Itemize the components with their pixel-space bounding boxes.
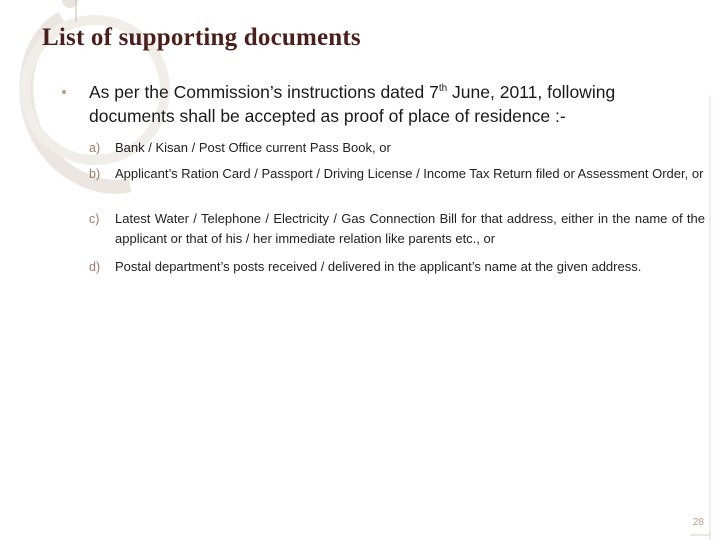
list-item-text: Latest Water / Telephone / Electricity / Gas Connection Bill for that address, either in the name of the applicant or that of his / her immediate relation like parents etc., or <box>115 211 705 246</box>
slide-title: List of supporting documents <box>42 24 361 51</box>
page-number: 28 <box>692 517 704 528</box>
list-marker: c) <box>89 212 100 226</box>
list-item-text: Postal department’s posts received / delivered in the applicant’s name at the given address. <box>115 259 642 274</box>
bullet-text-end: June, 2011, following documents shall be accepted as proof of place of residence :- <box>89 82 616 126</box>
bullet-dot-icon <box>62 90 66 94</box>
corner-bracket <box>690 530 710 535</box>
bullet-text-start: As per the Commission’s instructions dated 7 <box>89 82 439 102</box>
list-marker: d) <box>89 260 101 274</box>
list-item-text: Applicant’s Ration Card / Passport / Driving License / Income Tax Return filed or Assessment Order, or <box>115 166 704 181</box>
list-item-text: Bank / Kisan / Post Office current Pass Book, or <box>115 140 391 155</box>
list-marker: a) <box>89 141 101 155</box>
main-bullet-text <box>89 80 689 128</box>
list-marker: b) <box>89 167 101 181</box>
ordinal-superscript: th <box>438 83 448 94</box>
